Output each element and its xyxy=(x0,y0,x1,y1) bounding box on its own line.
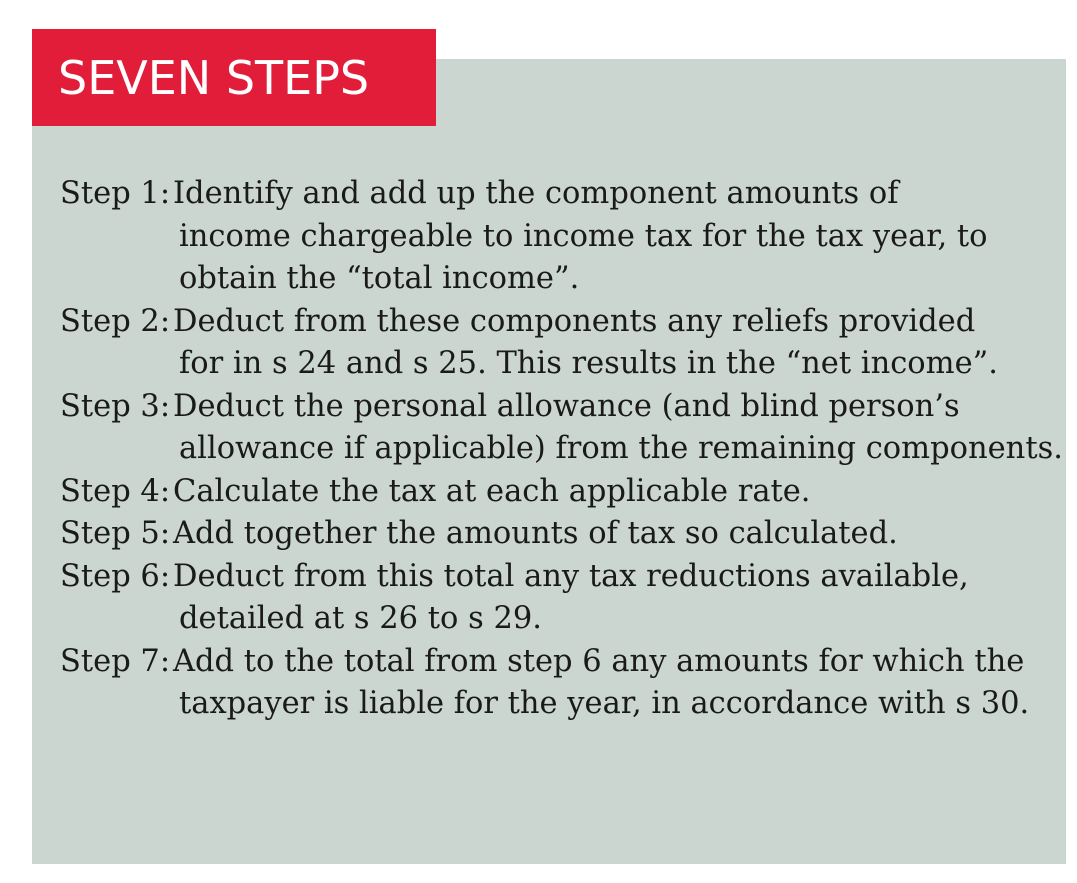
step-label: Step 1: xyxy=(60,176,171,211)
step-label: Step 3: xyxy=(60,388,171,424)
step-label: Step 6: xyxy=(60,558,171,594)
step-line: Identify and add up the component amounts of xyxy=(173,176,899,211)
step-line: obtain the “total income”. xyxy=(179,261,580,296)
step-6 xyxy=(60,556,1050,641)
step-7 xyxy=(60,641,1050,726)
step-2 xyxy=(60,301,1050,386)
step-line: Add together the amounts of tax so calculated. xyxy=(173,516,898,551)
step-line: Deduct from this total any tax reductions available, xyxy=(173,558,969,594)
step-text xyxy=(173,641,1029,726)
step-line: detailed at s 26 to s 29. xyxy=(179,601,542,636)
step-text xyxy=(173,513,898,556)
step-line: Add to the total from step 6 any amounts for which the xyxy=(173,643,1025,679)
step-1 xyxy=(60,173,1050,301)
steps-list xyxy=(60,173,1063,726)
step-line: income chargeable to income tax for the tax year, to xyxy=(179,218,988,254)
step-line: for in s 24 and s 25. This results in the “net income”. xyxy=(179,346,998,381)
step-line: Deduct from these components any reliefs provided xyxy=(173,303,976,339)
step-5 xyxy=(60,513,1050,556)
step-label: Step 4: xyxy=(60,473,171,509)
step-text xyxy=(173,471,811,514)
header-title: SEVEN STEPS xyxy=(58,50,370,105)
step-line: taxpayer is liable for the year, in accordance with s 30. xyxy=(179,686,1030,721)
step-label: Step 2: xyxy=(60,303,171,339)
step-3 xyxy=(60,386,1063,471)
step-text xyxy=(173,301,998,386)
step-text xyxy=(173,173,988,301)
step-text xyxy=(173,556,969,641)
step-line: Calculate the tax at each applicable rate. xyxy=(173,473,811,509)
header-banner xyxy=(32,29,436,126)
step-label: Step 7: xyxy=(60,643,171,679)
step-line: allowance if applicable) from the remaining components. xyxy=(179,431,1063,466)
step-label: Step 5: xyxy=(60,516,171,551)
step-line: Deduct the personal allowance (and blind person’s xyxy=(173,388,960,424)
step-text xyxy=(173,386,1063,471)
step-4 xyxy=(60,471,1050,514)
